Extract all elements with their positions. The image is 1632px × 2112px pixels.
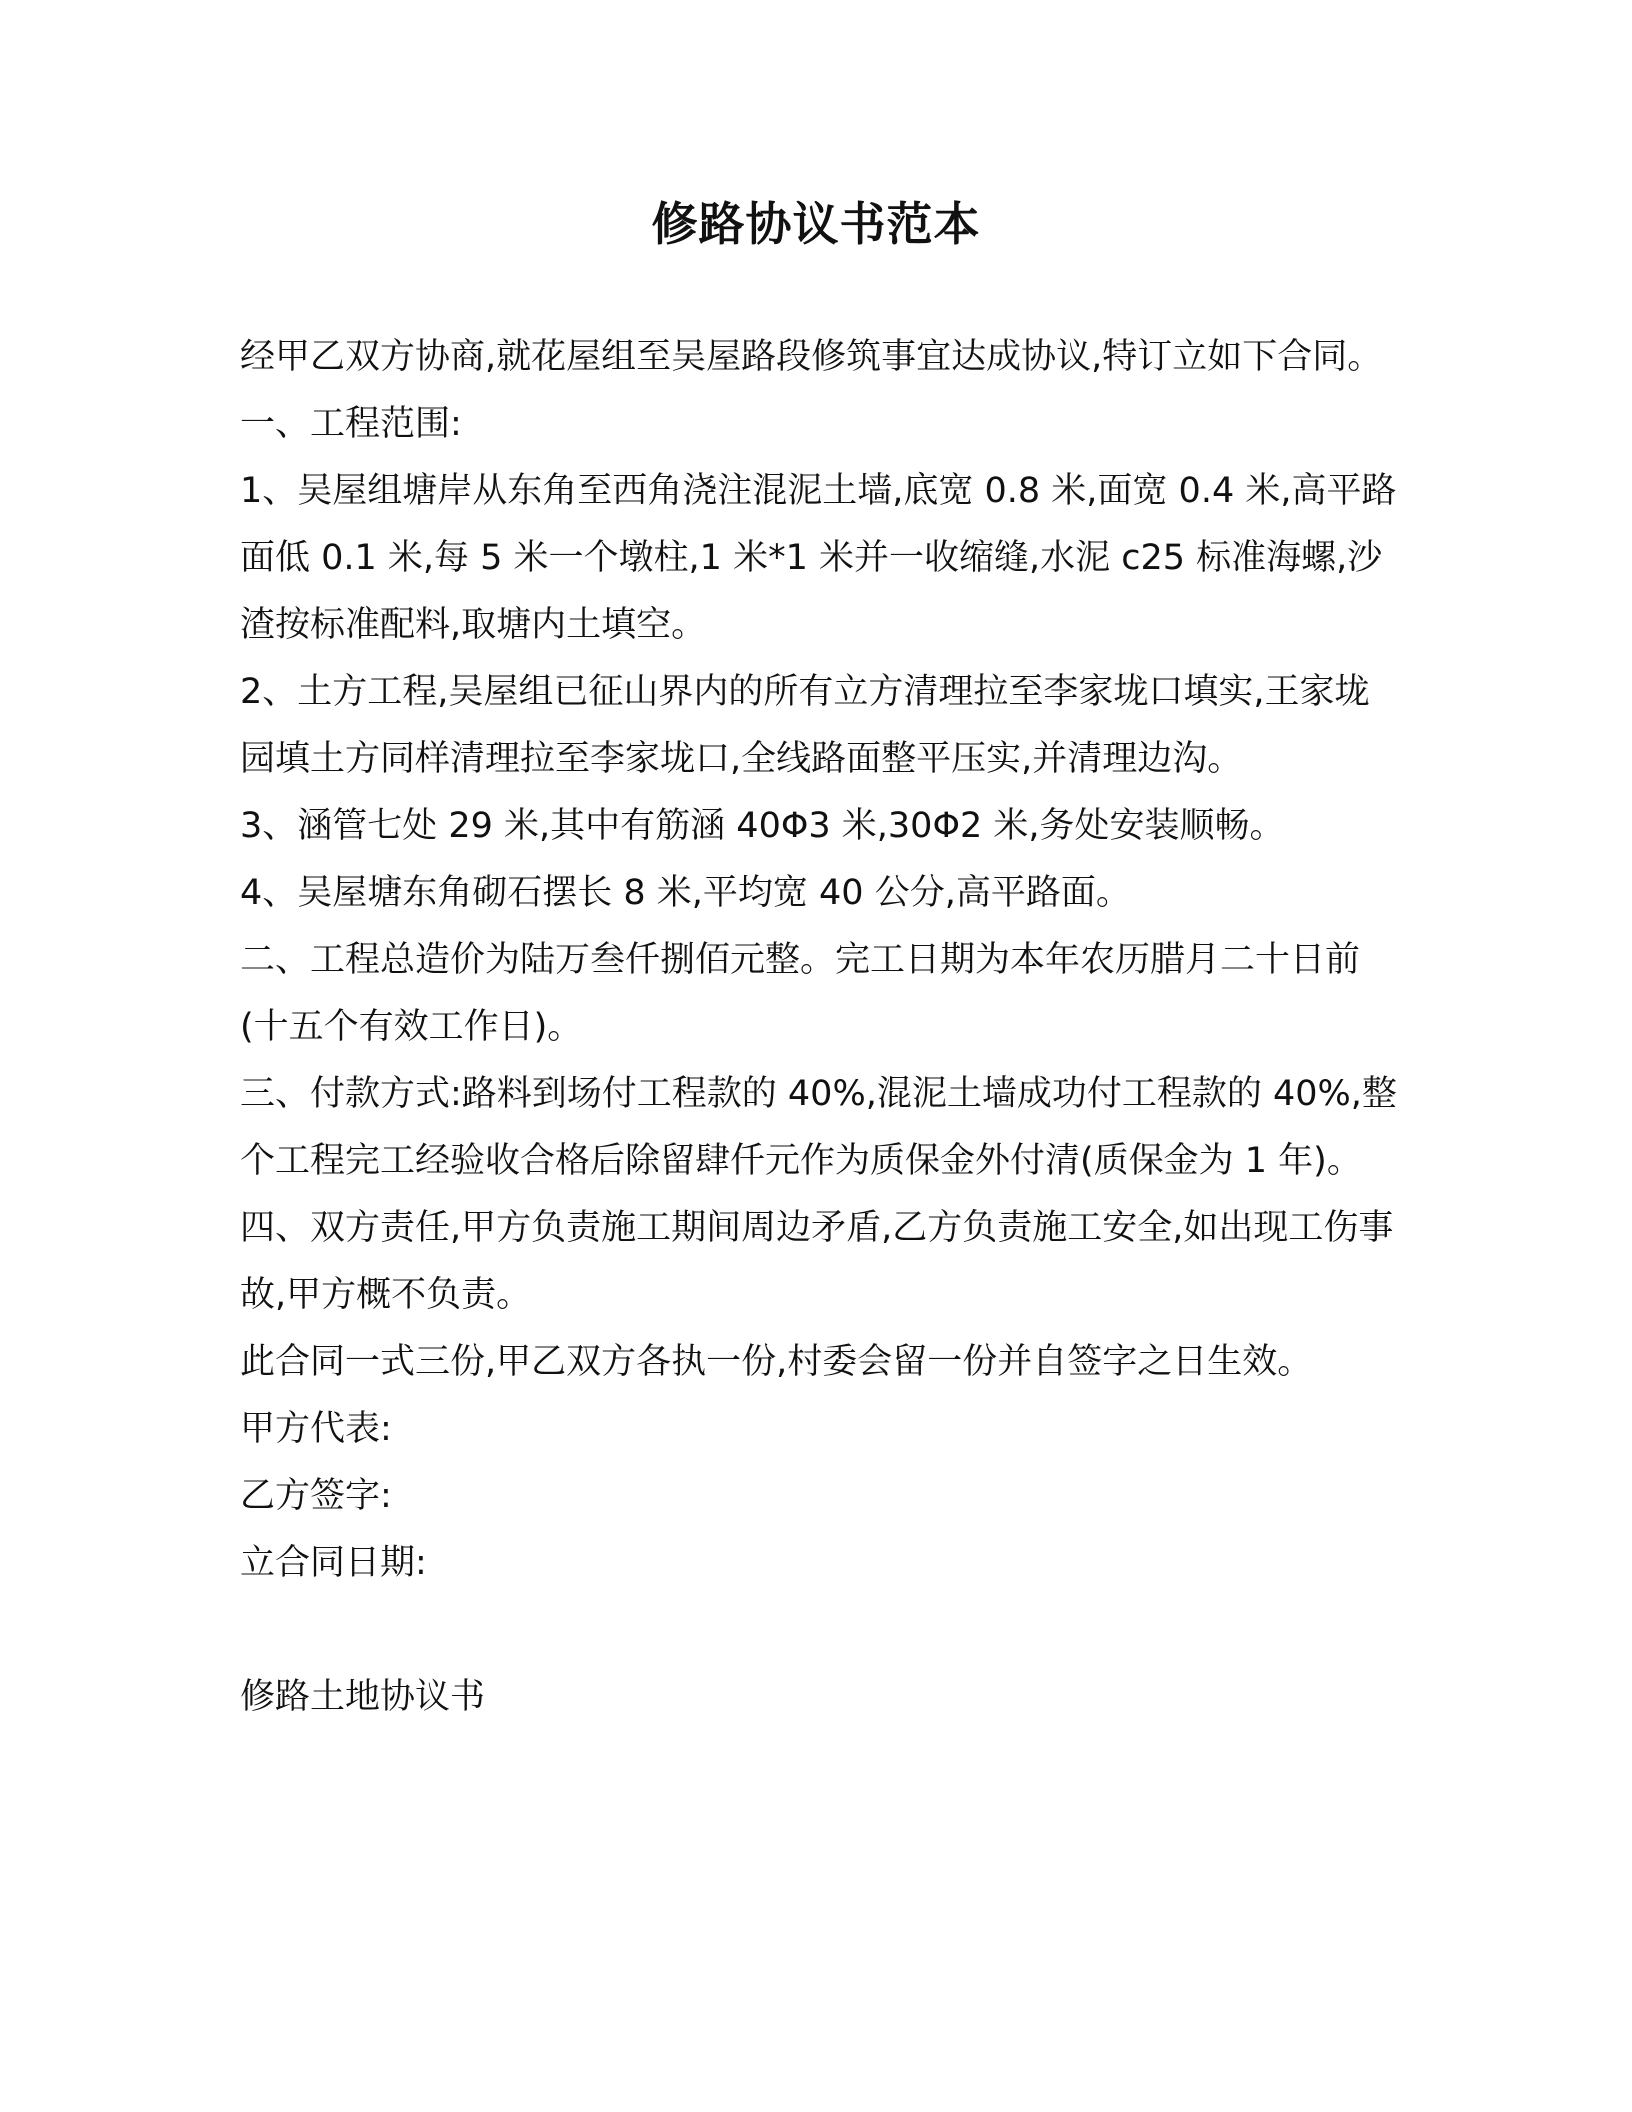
scope-item-2: 2、土方工程,吴屋组已征山界内的所有立方清理拉至李家垅口填实,王家垅园填土方同样清理拉至李家垅口,全线路面整平压实,并清理边沟。 [240,672,1370,779]
party-b-signature-line: 乙方签字: [240,1476,392,1516]
party-a-signature-line: 甲方代表: [240,1409,392,1449]
contract-date-line: 立合同日期: [240,1543,427,1583]
document-body [240,324,1400,1731]
section-payment: 三、付款方式:路料到场付工程款的 40%,混泥土墙成功付工程款的 40%,整个工程完工经验收合格后除留肆仟元作为质保金外付清(质保金为 1 年)。 [240,1074,1397,1181]
section-cost: 二、工程总造价为陆万叁仟捌佰元整。完工日期为本年农历腊月二十日前(十五个有效工作日)。 [240,940,1361,1047]
scope-item-1: 1、吴屋组塘岸从东角至西角浇注混泥土墙,底宽 0.8 米,面宽 0.4 米,高平路面低 0.1 米,每 5 米一个墩柱,1 米*1 米并一收缩缝,水泥 c25 标准海螺,沙渣按标准配料,取塘内土填空。 [240,471,1397,645]
copies-clause: 此合同一式三份,甲乙双方各执一份,村委会留一份并自签字之日生效。 [240,1342,1313,1382]
document-title: 修路协议书范本 [651,197,981,251]
spacer [240,1597,1400,1664]
intro-paragraph: 经甲乙双方协商,就花屋组至吴屋路段修筑事宜达成协议,特订立如下合同。 [240,337,1383,377]
next-document-title: 修路土地协议书 [240,1677,486,1717]
scope-item-3: 3、涵管七处 29 米,其中有筋涵 40Φ3 米,30Φ2 米,务处安装顺畅。 [240,806,1285,846]
scope-item-4: 4、吴屋塘东角砌石摆长 8 米,平均宽 40 公分,高平路面。 [240,873,1131,913]
section-scope-heading: 一、工程范围: [240,404,462,444]
section-responsibility: 四、双方责任,甲方负责施工期间周边矛盾,乙方负责施工安全,如出现工伤事故,甲方概不负责。 [240,1208,1394,1315]
